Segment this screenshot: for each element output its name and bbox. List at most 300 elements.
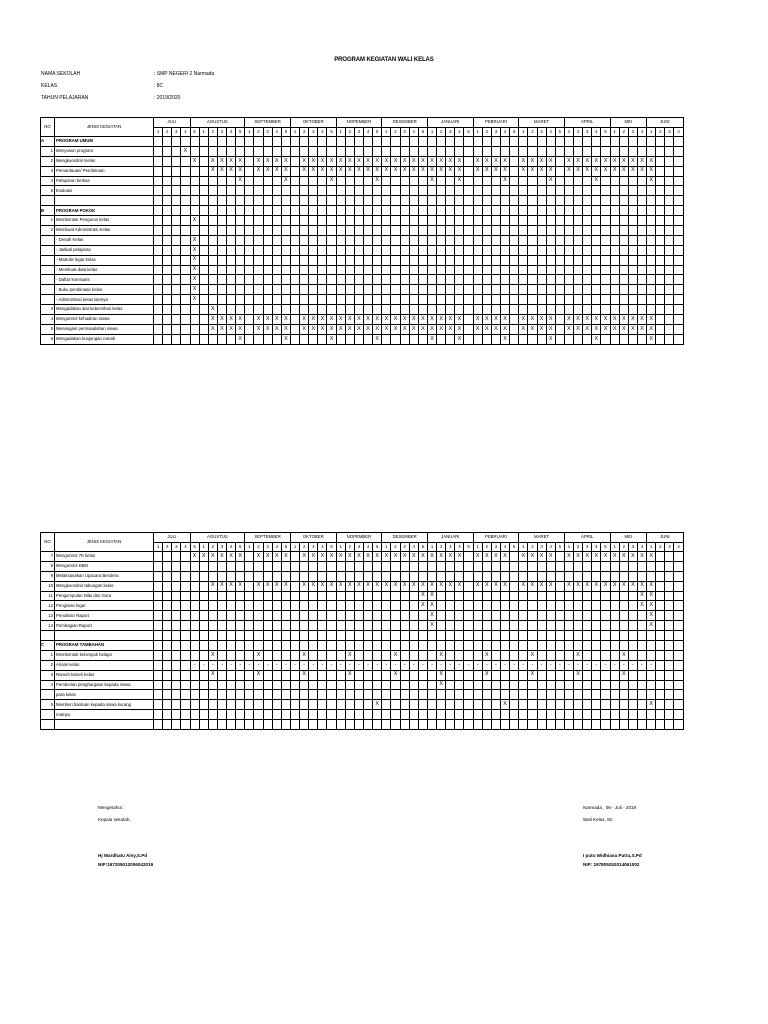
- week-cell: [473, 700, 482, 710]
- week-cell: [272, 670, 281, 680]
- week-cell: [208, 720, 217, 730]
- week-cell: [464, 176, 473, 186]
- week-cell: [637, 621, 646, 631]
- week-cell: [236, 611, 245, 621]
- dash-mark: -: [537, 660, 546, 670]
- week-cell: [181, 315, 190, 325]
- week-cell: [354, 245, 363, 255]
- week-cell: [300, 275, 309, 285]
- week-cell: [309, 216, 318, 226]
- week-cell: [382, 561, 391, 571]
- week-cell: [336, 680, 345, 690]
- schedule-mark: X: [208, 670, 217, 680]
- week-cell: [181, 285, 190, 295]
- week-number: 5: [190, 543, 199, 552]
- week-cell: [564, 700, 573, 710]
- week-cell: [373, 285, 382, 295]
- week-cell: [309, 275, 318, 285]
- week-cell: [236, 710, 245, 720]
- week-cell: [665, 601, 674, 611]
- schedule-mark: X: [391, 315, 400, 325]
- week-number: 4: [501, 543, 510, 552]
- schedule-mark: X: [391, 650, 400, 660]
- week-cell: [574, 196, 583, 206]
- week-cell: [199, 334, 208, 344]
- week-cell: [473, 680, 482, 690]
- week-number: 5: [236, 128, 245, 137]
- week-cell: [327, 611, 336, 621]
- dash-mark: -: [254, 660, 263, 670]
- week-cell: [245, 305, 254, 315]
- week-cell: [491, 710, 500, 720]
- week-cell: [400, 690, 409, 700]
- week-cell: [491, 591, 500, 601]
- week-cell: [391, 146, 400, 156]
- schedule-mark: X: [574, 156, 583, 166]
- week-cell: [181, 660, 190, 670]
- week-cell: [501, 265, 510, 275]
- row-number: [41, 690, 55, 700]
- week-cell: [190, 720, 199, 730]
- week-cell: [592, 255, 601, 265]
- week-cell: [628, 334, 637, 344]
- homeroom-teacher-nip: NIP: 197805252014061002: [583, 862, 640, 867]
- schedule-mark: X: [619, 166, 628, 176]
- week-cell: [601, 235, 610, 245]
- week-cell: [482, 137, 491, 147]
- activity-label: Pengumpulan Nilai dari Guru: [55, 591, 154, 601]
- week-cell: [482, 275, 491, 285]
- week-cell: [528, 601, 537, 611]
- week-cell: [245, 216, 254, 226]
- week-cell: [427, 226, 436, 236]
- week-cell: [473, 245, 482, 255]
- week-cell: [455, 285, 464, 295]
- week-cell: [154, 315, 163, 325]
- dash-mark: -: [610, 660, 619, 670]
- week-cell: [619, 680, 628, 690]
- activity-label: Mengkoordinir Kelas: [55, 156, 154, 166]
- dash-mark: -: [290, 660, 299, 670]
- schedule-mark: X: [592, 176, 601, 186]
- week-cell: [427, 235, 436, 245]
- week-cell: [510, 680, 519, 690]
- week-cell: [592, 700, 601, 710]
- week-cell: [154, 235, 163, 245]
- schedule-mark: X: [628, 552, 637, 562]
- row-number: 3: [41, 166, 55, 176]
- week-cell: [427, 670, 436, 680]
- week-cell: [208, 700, 217, 710]
- week-cell: [354, 690, 363, 700]
- schedule-mark: X: [427, 324, 436, 334]
- week-cell: [290, 275, 299, 285]
- week-cell: [437, 305, 446, 315]
- schedule-mark: X: [345, 166, 354, 176]
- week-cell: [464, 305, 473, 315]
- week-cell: [473, 571, 482, 581]
- week-cell: [574, 245, 583, 255]
- week-cell: [537, 285, 546, 295]
- week-cell: [610, 334, 619, 344]
- week-cell: [537, 720, 546, 730]
- week-cell: [172, 295, 181, 305]
- week-cell: [208, 591, 217, 601]
- week-cell: [427, 700, 436, 710]
- week-cell: [537, 710, 546, 720]
- week-cell: [208, 196, 217, 206]
- week-cell: [217, 275, 226, 285]
- week-number: 2: [254, 543, 263, 552]
- week-cell: [510, 216, 519, 226]
- week-cell: [665, 186, 674, 196]
- week-cell: [364, 650, 373, 660]
- week-cell: [263, 571, 272, 581]
- week-cell: [400, 295, 409, 305]
- schedule-mark: X: [263, 324, 272, 334]
- week-cell: [473, 591, 482, 601]
- week-cell: [373, 265, 382, 275]
- week-cell: [455, 206, 464, 216]
- week-cell: [446, 650, 455, 660]
- week-cell: [537, 295, 546, 305]
- week-cell: [245, 156, 254, 166]
- week-cell: [336, 571, 345, 581]
- week-cell: [290, 552, 299, 562]
- week-cell: [400, 591, 409, 601]
- week-cell: [647, 206, 656, 216]
- week-cell: [647, 571, 656, 581]
- week-number: 4: [227, 543, 236, 552]
- week-cell: [574, 571, 583, 581]
- week-cell: [455, 235, 464, 245]
- table-row: [41, 324, 684, 334]
- schedule-mark: X: [519, 156, 528, 166]
- week-cell: [290, 166, 299, 176]
- week-cell: [318, 650, 327, 660]
- week-cell: [354, 670, 363, 680]
- week-cell: [473, 255, 482, 265]
- schedule-mark: X: [455, 315, 464, 325]
- week-cell: [409, 670, 418, 680]
- schedule-mark: X: [236, 176, 245, 186]
- week-cell: [583, 601, 592, 611]
- schedule-mark: X: [437, 324, 446, 334]
- table-row: [41, 216, 684, 226]
- week-cell: [318, 295, 327, 305]
- week-cell: [637, 571, 646, 581]
- week-cell: [154, 641, 163, 651]
- week-cell: [628, 305, 637, 315]
- week-cell: [254, 305, 263, 315]
- week-cell: [656, 295, 665, 305]
- week-cell: [619, 255, 628, 265]
- row-number: B: [41, 206, 55, 216]
- week-cell: [263, 176, 272, 186]
- week-cell: [601, 146, 610, 156]
- info-label-class: KELAS: [41, 83, 58, 89]
- week-cell: [437, 621, 446, 631]
- week-cell: [163, 295, 172, 305]
- schedule-mark: X: [400, 315, 409, 325]
- week-cell: [427, 650, 436, 660]
- week-cell: [665, 216, 674, 226]
- schedule-mark: X: [583, 552, 592, 562]
- week-cell: [227, 255, 236, 265]
- week-cell: [154, 265, 163, 275]
- week-cell: [674, 226, 683, 236]
- week-number: 2: [208, 128, 217, 137]
- week-cell: [555, 552, 564, 562]
- week-cell: [199, 690, 208, 700]
- week-cell: [637, 700, 646, 710]
- month-header: JUNI: [647, 118, 684, 128]
- week-cell: [154, 137, 163, 147]
- week-cell: [601, 305, 610, 315]
- week-cell: [300, 641, 309, 651]
- week-cell: [354, 700, 363, 710]
- week-cell: [583, 670, 592, 680]
- week-number: 3: [446, 543, 455, 552]
- week-number: 3: [537, 128, 546, 137]
- week-cell: [564, 295, 573, 305]
- week-cell: [345, 571, 354, 581]
- week-cell: [592, 305, 601, 315]
- week-cell: [181, 710, 190, 720]
- week-cell: [409, 611, 418, 621]
- week-cell: [583, 631, 592, 641]
- week-cell: [528, 137, 537, 147]
- week-cell: [473, 295, 482, 305]
- schedule-mark: X: [300, 650, 309, 660]
- week-cell: [592, 591, 601, 601]
- week-cell: [181, 641, 190, 651]
- week-cell: [491, 561, 500, 571]
- dash-mark: -: [464, 660, 473, 670]
- activity-label: mampu: [55, 710, 154, 720]
- week-cell: [537, 216, 546, 226]
- week-cell: [501, 670, 510, 680]
- schedule-mark: X: [227, 581, 236, 591]
- week-cell: [382, 611, 391, 621]
- dash-mark: -: [555, 660, 564, 670]
- week-cell: [610, 591, 619, 601]
- week-cell: [519, 146, 528, 156]
- week-cell: [656, 226, 665, 236]
- week-cell: [163, 700, 172, 710]
- week-cell: [263, 235, 272, 245]
- week-cell: [665, 700, 674, 710]
- week-cell: [327, 591, 336, 601]
- schedule-mark: X: [455, 156, 464, 166]
- week-cell: [546, 285, 555, 295]
- week-cell: [208, 146, 217, 156]
- schedule-mark: X: [628, 581, 637, 591]
- week-cell: [555, 146, 564, 156]
- week-number: 1: [154, 543, 163, 552]
- week-cell: [227, 176, 236, 186]
- week-number: 5: [555, 543, 564, 552]
- week-cell: [501, 621, 510, 631]
- week-cell: [181, 216, 190, 226]
- week-cell: [491, 206, 500, 216]
- week-cell: [254, 710, 263, 720]
- week-cell: [656, 700, 665, 710]
- schedule-mark: X: [491, 166, 500, 176]
- schedule-mark: X: [455, 334, 464, 344]
- week-cell: [400, 611, 409, 621]
- week-cell: [501, 611, 510, 621]
- week-cell: [400, 334, 409, 344]
- week-cell: [464, 137, 473, 147]
- week-cell: [564, 334, 573, 344]
- schedule-mark: X: [482, 156, 491, 166]
- schedule-mark: X: [418, 591, 427, 601]
- week-cell: [272, 235, 281, 245]
- schedule-mark: X: [373, 315, 382, 325]
- week-cell: [290, 295, 299, 305]
- week-cell: [482, 226, 491, 236]
- week-cell: [217, 137, 226, 147]
- week-cell: [172, 156, 181, 166]
- week-cell: [181, 305, 190, 315]
- week-cell: [455, 255, 464, 265]
- week-cell: [537, 641, 546, 651]
- activity-label: - Membuat data kelas: [55, 265, 154, 275]
- week-cell: [628, 186, 637, 196]
- week-cell: [217, 720, 226, 730]
- week-cell: [610, 690, 619, 700]
- schedule-mark: X: [574, 670, 583, 680]
- schedule-mark: X: [300, 670, 309, 680]
- schedule-mark: X: [637, 552, 646, 562]
- week-cell: [382, 235, 391, 245]
- week-cell: [245, 601, 254, 611]
- week-cell: [665, 206, 674, 216]
- schedule-mark: X: [446, 581, 455, 591]
- week-cell: [464, 186, 473, 196]
- schedule-mark: X: [546, 334, 555, 344]
- week-cell: [628, 631, 637, 641]
- week-cell: [473, 146, 482, 156]
- schedule-mark: X: [190, 235, 199, 245]
- week-cell: [309, 601, 318, 611]
- schedule-mark: X: [537, 156, 546, 166]
- week-cell: [418, 670, 427, 680]
- week-cell: [163, 216, 172, 226]
- schedule-mark: X: [336, 156, 345, 166]
- schedule-mark: X: [647, 176, 656, 186]
- week-cell: [345, 561, 354, 571]
- principal-title: Kepala sekolah,: [98, 817, 131, 822]
- table-row: [41, 186, 684, 196]
- week-cell: [583, 621, 592, 631]
- week-cell: [327, 561, 336, 571]
- week-cell: [190, 166, 199, 176]
- schedule-mark: X: [318, 166, 327, 176]
- week-number: 2: [163, 128, 172, 137]
- week-cell: [427, 641, 436, 651]
- week-cell: [354, 285, 363, 295]
- week-cell: [418, 334, 427, 344]
- week-cell: [427, 710, 436, 720]
- week-cell: [327, 700, 336, 710]
- week-cell: [400, 700, 409, 710]
- week-cell: [391, 700, 400, 710]
- week-cell: [473, 226, 482, 236]
- week-cell: [418, 295, 427, 305]
- week-cell: [619, 641, 628, 651]
- week-cell: [437, 601, 446, 611]
- schedule-mark: X: [391, 156, 400, 166]
- week-cell: [208, 710, 217, 720]
- week-cell: [172, 305, 181, 315]
- week-number: 5: [373, 128, 382, 137]
- week-cell: [272, 641, 281, 651]
- schedule-mark: X: [373, 176, 382, 186]
- week-cell: [464, 680, 473, 690]
- row-number: [41, 275, 55, 285]
- week-cell: [190, 631, 199, 641]
- schedule-mark: X: [619, 324, 628, 334]
- schedule-mark: X: [281, 324, 290, 334]
- week-cell: [336, 265, 345, 275]
- week-cell: [373, 255, 382, 265]
- week-cell: [601, 700, 610, 710]
- schedule-mark: X: [482, 650, 491, 660]
- week-cell: [583, 611, 592, 621]
- week-cell: [172, 176, 181, 186]
- week-cell: [592, 561, 601, 571]
- week-cell: [437, 226, 446, 236]
- week-cell: [583, 235, 592, 245]
- schedule-mark: X: [528, 650, 537, 660]
- week-cell: [354, 601, 363, 611]
- week-cell: [300, 146, 309, 156]
- week-cell: [236, 265, 245, 275]
- week-cell: [674, 621, 683, 631]
- schedule-mark: X: [190, 295, 199, 305]
- schedule-mark: X: [528, 581, 537, 591]
- week-cell: [290, 601, 299, 611]
- schedule-mark: X: [263, 581, 272, 591]
- week-cell: [300, 334, 309, 344]
- week-cell: [382, 265, 391, 275]
- week-cell: [427, 265, 436, 275]
- schedule-mark: X: [437, 680, 446, 690]
- week-cell: [181, 631, 190, 641]
- week-number: 2: [574, 543, 583, 552]
- week-cell: [400, 137, 409, 147]
- week-cell: [674, 156, 683, 166]
- week-cell: [217, 216, 226, 226]
- week-cell: [382, 245, 391, 255]
- week-cell: [637, 690, 646, 700]
- row-number: 5: [41, 186, 55, 196]
- schedule-mark: X: [647, 315, 656, 325]
- week-cell: [217, 265, 226, 275]
- week-cell: [418, 216, 427, 226]
- week-cell: [309, 611, 318, 621]
- row-number: 11: [41, 591, 55, 601]
- week-cell: [290, 186, 299, 196]
- week-cell: [446, 146, 455, 156]
- week-cell: [510, 334, 519, 344]
- schedule-mark: X: [364, 156, 373, 166]
- schedule-mark: X: [327, 324, 336, 334]
- schedule-mark: X: [437, 552, 446, 562]
- week-cell: [154, 186, 163, 196]
